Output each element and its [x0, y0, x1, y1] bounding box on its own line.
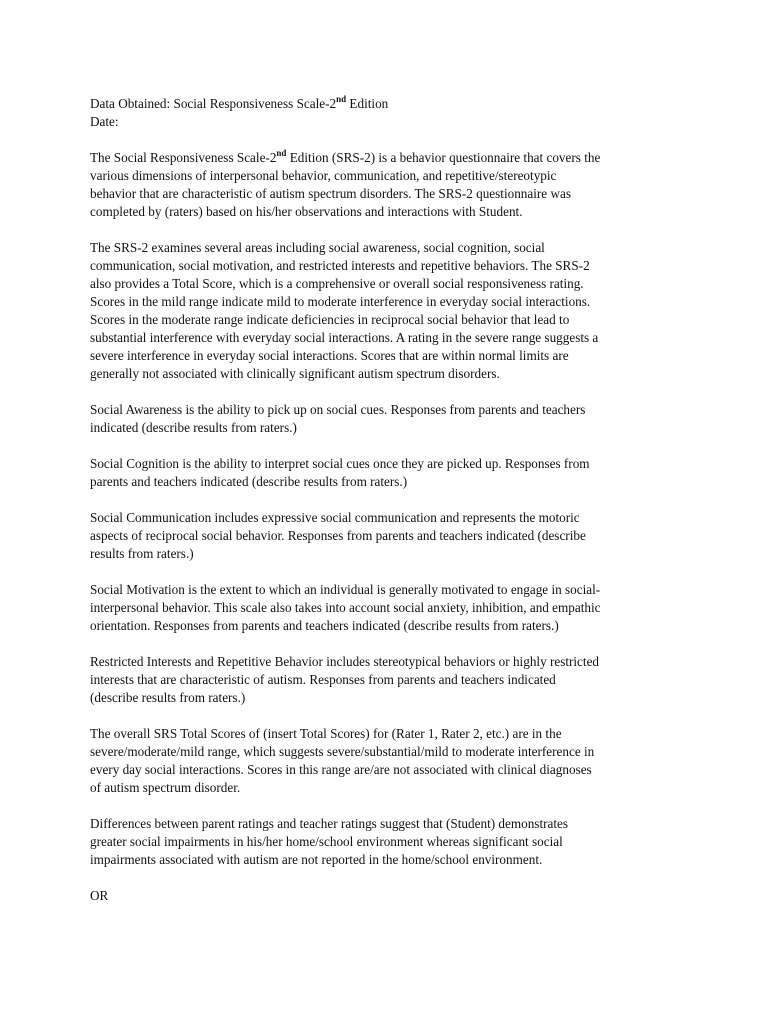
date-label: Date:: [90, 114, 119, 129]
document-body: [90, 95, 690, 923]
paragraph-restricted-interests: [90, 653, 690, 707]
intro-line: various dimensions of interpersonal behavior, communication, and repetitive/stereotypic: [90, 168, 557, 183]
paragraph-line: indicated (describe results from raters.): [90, 420, 297, 435]
paragraph-line: severe/moderate/mild range, which suggests severe/substantial/mild to moderate interference in: [90, 744, 595, 759]
paragraph-areas: [90, 239, 690, 383]
paragraph-social-cognition: [90, 455, 690, 491]
paragraph-line: Social Awareness is the ability to pick up on social cues. Responses from parents and teachers: [90, 402, 586, 417]
paragraph-differences: [90, 815, 690, 869]
intro-line: behavior that are characteristic of autism spectrum disorders. The SRS-2 questionnaire was: [90, 186, 571, 201]
paragraph-line: communication, social motivation, and restricted interests and repetitive behaviors. The SRS-2: [90, 258, 590, 273]
intro-line: The Social Responsiveness Scale-2nd Edition (SRS-2) is a behavior questionnaire that covers the: [90, 147, 601, 165]
paragraph-line: impairments associated with autism are not reported in the home/school environment.: [90, 852, 543, 867]
paragraph-line: parents and teachers indicated (describe results from raters.): [90, 474, 408, 489]
paragraph-or: [90, 887, 690, 905]
paragraph-line: results from raters.): [90, 546, 194, 561]
paragraph-line: of autism spectrum disorder.: [90, 780, 241, 795]
intro-paragraph: [90, 149, 690, 221]
paragraph-line: OR: [90, 888, 109, 903]
paragraph-line: Scores in the moderate range indicate deficiencies in reciprocal social behavior that lead to: [90, 312, 570, 327]
paragraph-line: Restricted Interests and Repetitive Behavior includes stereotypical behaviors or highly restricted: [90, 654, 600, 669]
paragraph-social-awareness: [90, 401, 690, 437]
paragraph-line: Social Cognition is the ability to interpret social cues once they are picked up. Responses from: [90, 456, 590, 471]
paragraph-line: The SRS-2 examines several areas including social awareness, social cognition, social: [90, 240, 545, 255]
paragraph-line: The overall SRS Total Scores of (insert Total Scores) for (Rater 1, Rater 2, etc.) are in the: [90, 726, 562, 741]
paragraph-line: generally not associated with clinically significant autism spectrum disorders.: [90, 366, 500, 381]
paragraph-line: every day social interactions. Scores in this range are/are not associated with clinical diagnoses: [90, 762, 592, 777]
paragraph-line: severe interference in everyday social interactions. Scores that are within normal limits are: [90, 348, 569, 363]
paragraph-line: Social Communication includes expressive social communication and represents the motoric: [90, 510, 580, 525]
paragraph-line: Differences between parent ratings and teacher ratings suggest that (Student) demonstrates: [90, 816, 569, 831]
paragraph-line: substantial interference with everyday social interactions. A rating in the severe range suggests a: [90, 330, 599, 345]
paragraph-line: aspects of reciprocal social behavior. Responses from parents and teachers indicated (describe: [90, 528, 586, 543]
paragraph-line: Scores in the mild range indicate mild to moderate interference in everyday social interactions.: [90, 294, 591, 309]
paragraph-list: [90, 239, 690, 905]
paragraph-line: Social Motivation is the extent to which an individual is generally motivated to engage in social-: [90, 582, 601, 597]
paragraph-line: (describe results from raters.): [90, 690, 246, 705]
document-title: Data Obtained: Social Responsiveness Scale-2nd Edition: [90, 93, 389, 111]
paragraph-line: interpersonal behavior. This scale also takes into account social anxiety, inhibition, and empathic: [90, 600, 601, 615]
header-block: [90, 95, 690, 131]
paragraph-line: orientation. Responses from parents and teachers indicated (describe results from raters.): [90, 618, 559, 633]
paragraph-social-communication: [90, 509, 690, 563]
paragraph-social-motivation: [90, 581, 690, 635]
paragraph-line: greater social impairments in his/her home/school environment whereas significant social: [90, 834, 563, 849]
paragraph-line: interests that are characteristic of autism. Responses from parents and teachers indicated: [90, 672, 556, 687]
paragraph-total-scores: [90, 725, 690, 797]
paragraph-line: also provides a Total Score, which is a comprehensive or overall social responsiveness rating.: [90, 276, 584, 291]
intro-line: completed by (raters) based on his/her observations and interactions with Student.: [90, 204, 523, 219]
